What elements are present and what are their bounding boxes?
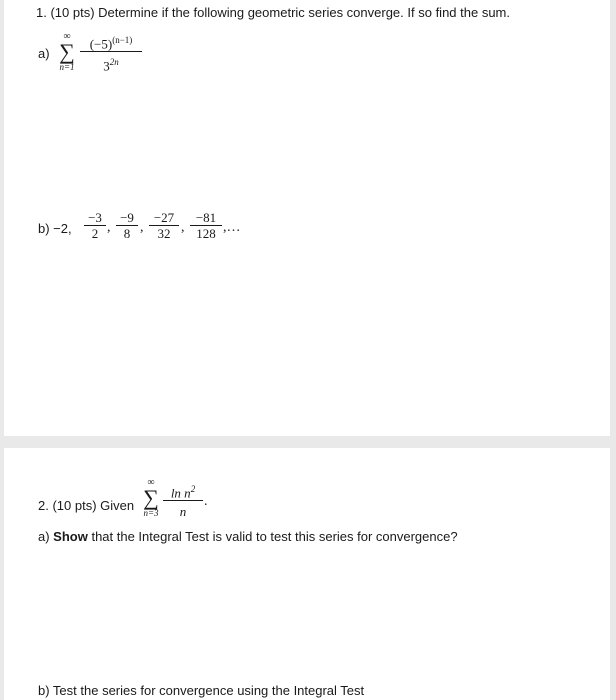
part-b-term-1: −3 2 bbox=[84, 210, 106, 241]
question-2-fraction bbox=[163, 482, 203, 519]
question-2-card bbox=[4, 448, 610, 700]
part-a-label: a) bbox=[38, 46, 50, 61]
question-2-numerator: $\ln n^2$ bbox=[170, 484, 196, 501]
sigma-symbol: ∑ bbox=[59, 39, 75, 64]
comma: , bbox=[181, 220, 185, 235]
part-b-label: b) −2, bbox=[38, 221, 72, 236]
comma: , bbox=[107, 220, 111, 235]
question-2-denominator: n bbox=[179, 504, 187, 520]
part-a-fraction bbox=[80, 33, 142, 74]
question-1-heading: 1. (10 pts) Determine if the following geometric series converge. If so find the sum. bbox=[36, 5, 510, 20]
sigma-symbol: ∑ bbox=[143, 485, 159, 510]
summation-sigma-2 bbox=[141, 478, 161, 518]
question-2-part-b: b) Test the series for convergence using the Integral Test bbox=[38, 683, 365, 698]
sigma-lower-limit: n=3 bbox=[143, 508, 159, 518]
part-b-term-3: −27 32 bbox=[149, 210, 179, 241]
comma: , bbox=[140, 220, 144, 235]
question-2-given: 2. (10 pts) Given bbox=[38, 498, 135, 513]
part-b-term-2: −9 8 bbox=[116, 210, 138, 241]
sigma-lower-limit: n=1 bbox=[59, 62, 75, 72]
part-a-numerator: $(-5)^{(n-1)}$ bbox=[89, 35, 133, 52]
question-2-part-a: a) Show that the Integral Test is valid to test this series for convergence? bbox=[38, 529, 458, 544]
sigma-upper-limit: ∞ bbox=[147, 477, 155, 488]
part-a-denominator: $3^{2n}$ bbox=[103, 57, 119, 74]
question-1-card bbox=[4, 0, 610, 436]
period: . bbox=[204, 494, 208, 509]
summation-sigma-a bbox=[57, 32, 77, 72]
part-b-term-4: −81 128 bbox=[190, 210, 222, 241]
ellipsis: ,… bbox=[223, 220, 241, 235]
sigma-upper-limit: ∞ bbox=[63, 31, 71, 42]
